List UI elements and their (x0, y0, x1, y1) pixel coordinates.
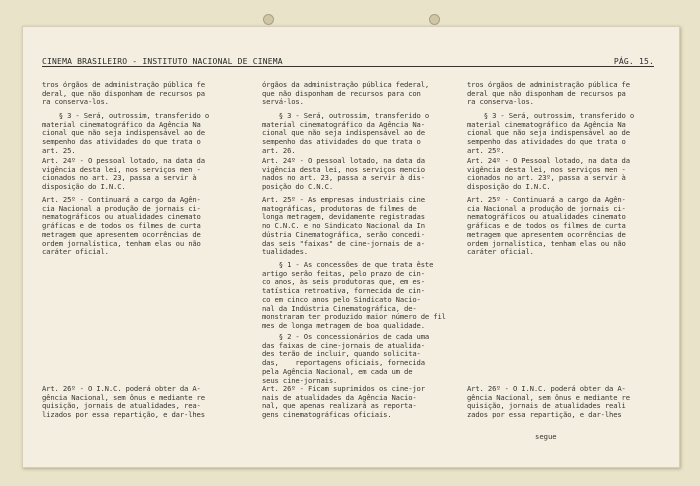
page-header (42, 57, 654, 66)
col2-block-4: Art. 25º - As empresas industriais cine matográficas, produtoras de filmes de longa metragem, devidamente registradas no C.N.C. e no Sindicato Nacional da In dústria Cinematográfica, serão concedi- das seis "faixas" de cine-jornais de a- tualidades. (262, 195, 425, 257)
col1-block-2: § 3 - Será, outrossim, transferido o material cinematográfico da Agência Na cional que não seja indispensável ao de sempenho das atividades do que trata o art. 25. (42, 111, 210, 155)
col3-block-1: tros órgãos de administração pública fe deral que não disponham de recursos pa ra conserva-los. (467, 80, 630, 107)
punch-hole-left (263, 14, 274, 25)
header-title: CINEMA BRASILEIRO - INSTITUTO NACIONAL DE CINEMA (42, 57, 283, 66)
col3-block-4: Art. 25º - Continuará a cargo da Agên- cia Nacional a produção de jornais ci- nematográficos ou atualidades cinemato gráficas e de todos os filmes de curta metragem que apresentem ocorrências de ordem jornalística, tenham elas ou não caráter oficial. (467, 195, 626, 257)
col2-block-6: § 2 - Os concessionários de cada uma das faixas de cine-jornais de atualida- des terão de incluir, quando solicita- das, reportagens oficiais, fornecida pela Agência Nacional, em cada um de seus cine-jornais. (262, 332, 430, 385)
col2-block-2: § 3 - Será, outrossim, transferido o material cinematográfico da Agência Na- cional que não seja indispensável ao de sempenho das atividades do que trata o art. 26. (262, 111, 430, 155)
page-number: PÁG. 15. (613, 57, 654, 66)
col1-block-4: Art. 25º - Continuará a cargo da Agên- cia Nacional a produção de jornais ci- nematográficos ou atualidades cinemato gráficas e de todos os filmes de curta metragem que apresentem ocorrências de ordem jornalística, tenham elas ou não caráter oficial. (42, 195, 201, 257)
header-rule (42, 66, 654, 67)
segue-note: segue (535, 432, 557, 441)
col1-block-5: Art. 26º - O I.N.C. poderá obter da A- gência Nacional, sem ônus e mediante re quisição, jornais de atualidades, rea- lizados por essa repartição, e dar-lhes (42, 384, 205, 420)
punch-hole-right (429, 14, 440, 25)
col2-block-1: órgãos da administração pública federal, que não disponham de recursos para con servá-los. (262, 80, 430, 107)
col3-block-2: § 3 - Será, outrossim, transferido o material cinematográfico da Agência Na cional que não seja indispensável ao de sempenho das atividades do que trata o art. 25º. (467, 111, 635, 155)
col2-block-3: Art. 24º - O pessoal lotado, na data da vigência desta lei, nos serviços mencio nados no art. 23, passa a servir à dis- posição do C.N.C. (262, 156, 425, 192)
col2-block-5: § 1 - As concessões de que trata êste artigo serão feitas, pelo prazo de cin- co anos, às seis produtoras que, em es- tatística retroativa, fornecida de cin- co em cinco anos pelo Sindicato Nacio- nal da Indústria Cinematográfica, de- monstraram ter produzido maior número de fil mes de longa metragem de boa qualidade. (262, 260, 446, 330)
col3-block-3: Art. 24º - O Pessoal lotado, na data da vigência desta lei, nos serviços men - cionados no art. 23º, passa a servir à disposição do I.N.C. (467, 156, 630, 192)
col1-block-3: Art. 24º - O pessoal lotado, na data da vigência desta lei, nos serviços men - cionados no art. 23, passa a servir à disposição do I.N.C. (42, 156, 205, 192)
col3-block-5: Art. 26º - O I.N.C. poderá obter da A- gência Nacional, sem ônus e mediante re quisição, jornais de atualidades reali zados por essa repartição, e dar-lhes (467, 384, 630, 420)
col2-block-7: Art. 26º - Ficam suprimidos os cine-jor nais de atualidades da Agência Nacio- nal, que apenas realizará as reporta- gens cinematográficas oficiais. (262, 384, 425, 420)
col1-block-1: tros órgãos de administração pública fe deral, que não disponham de recursos pa ra conserva-los. (42, 80, 205, 107)
